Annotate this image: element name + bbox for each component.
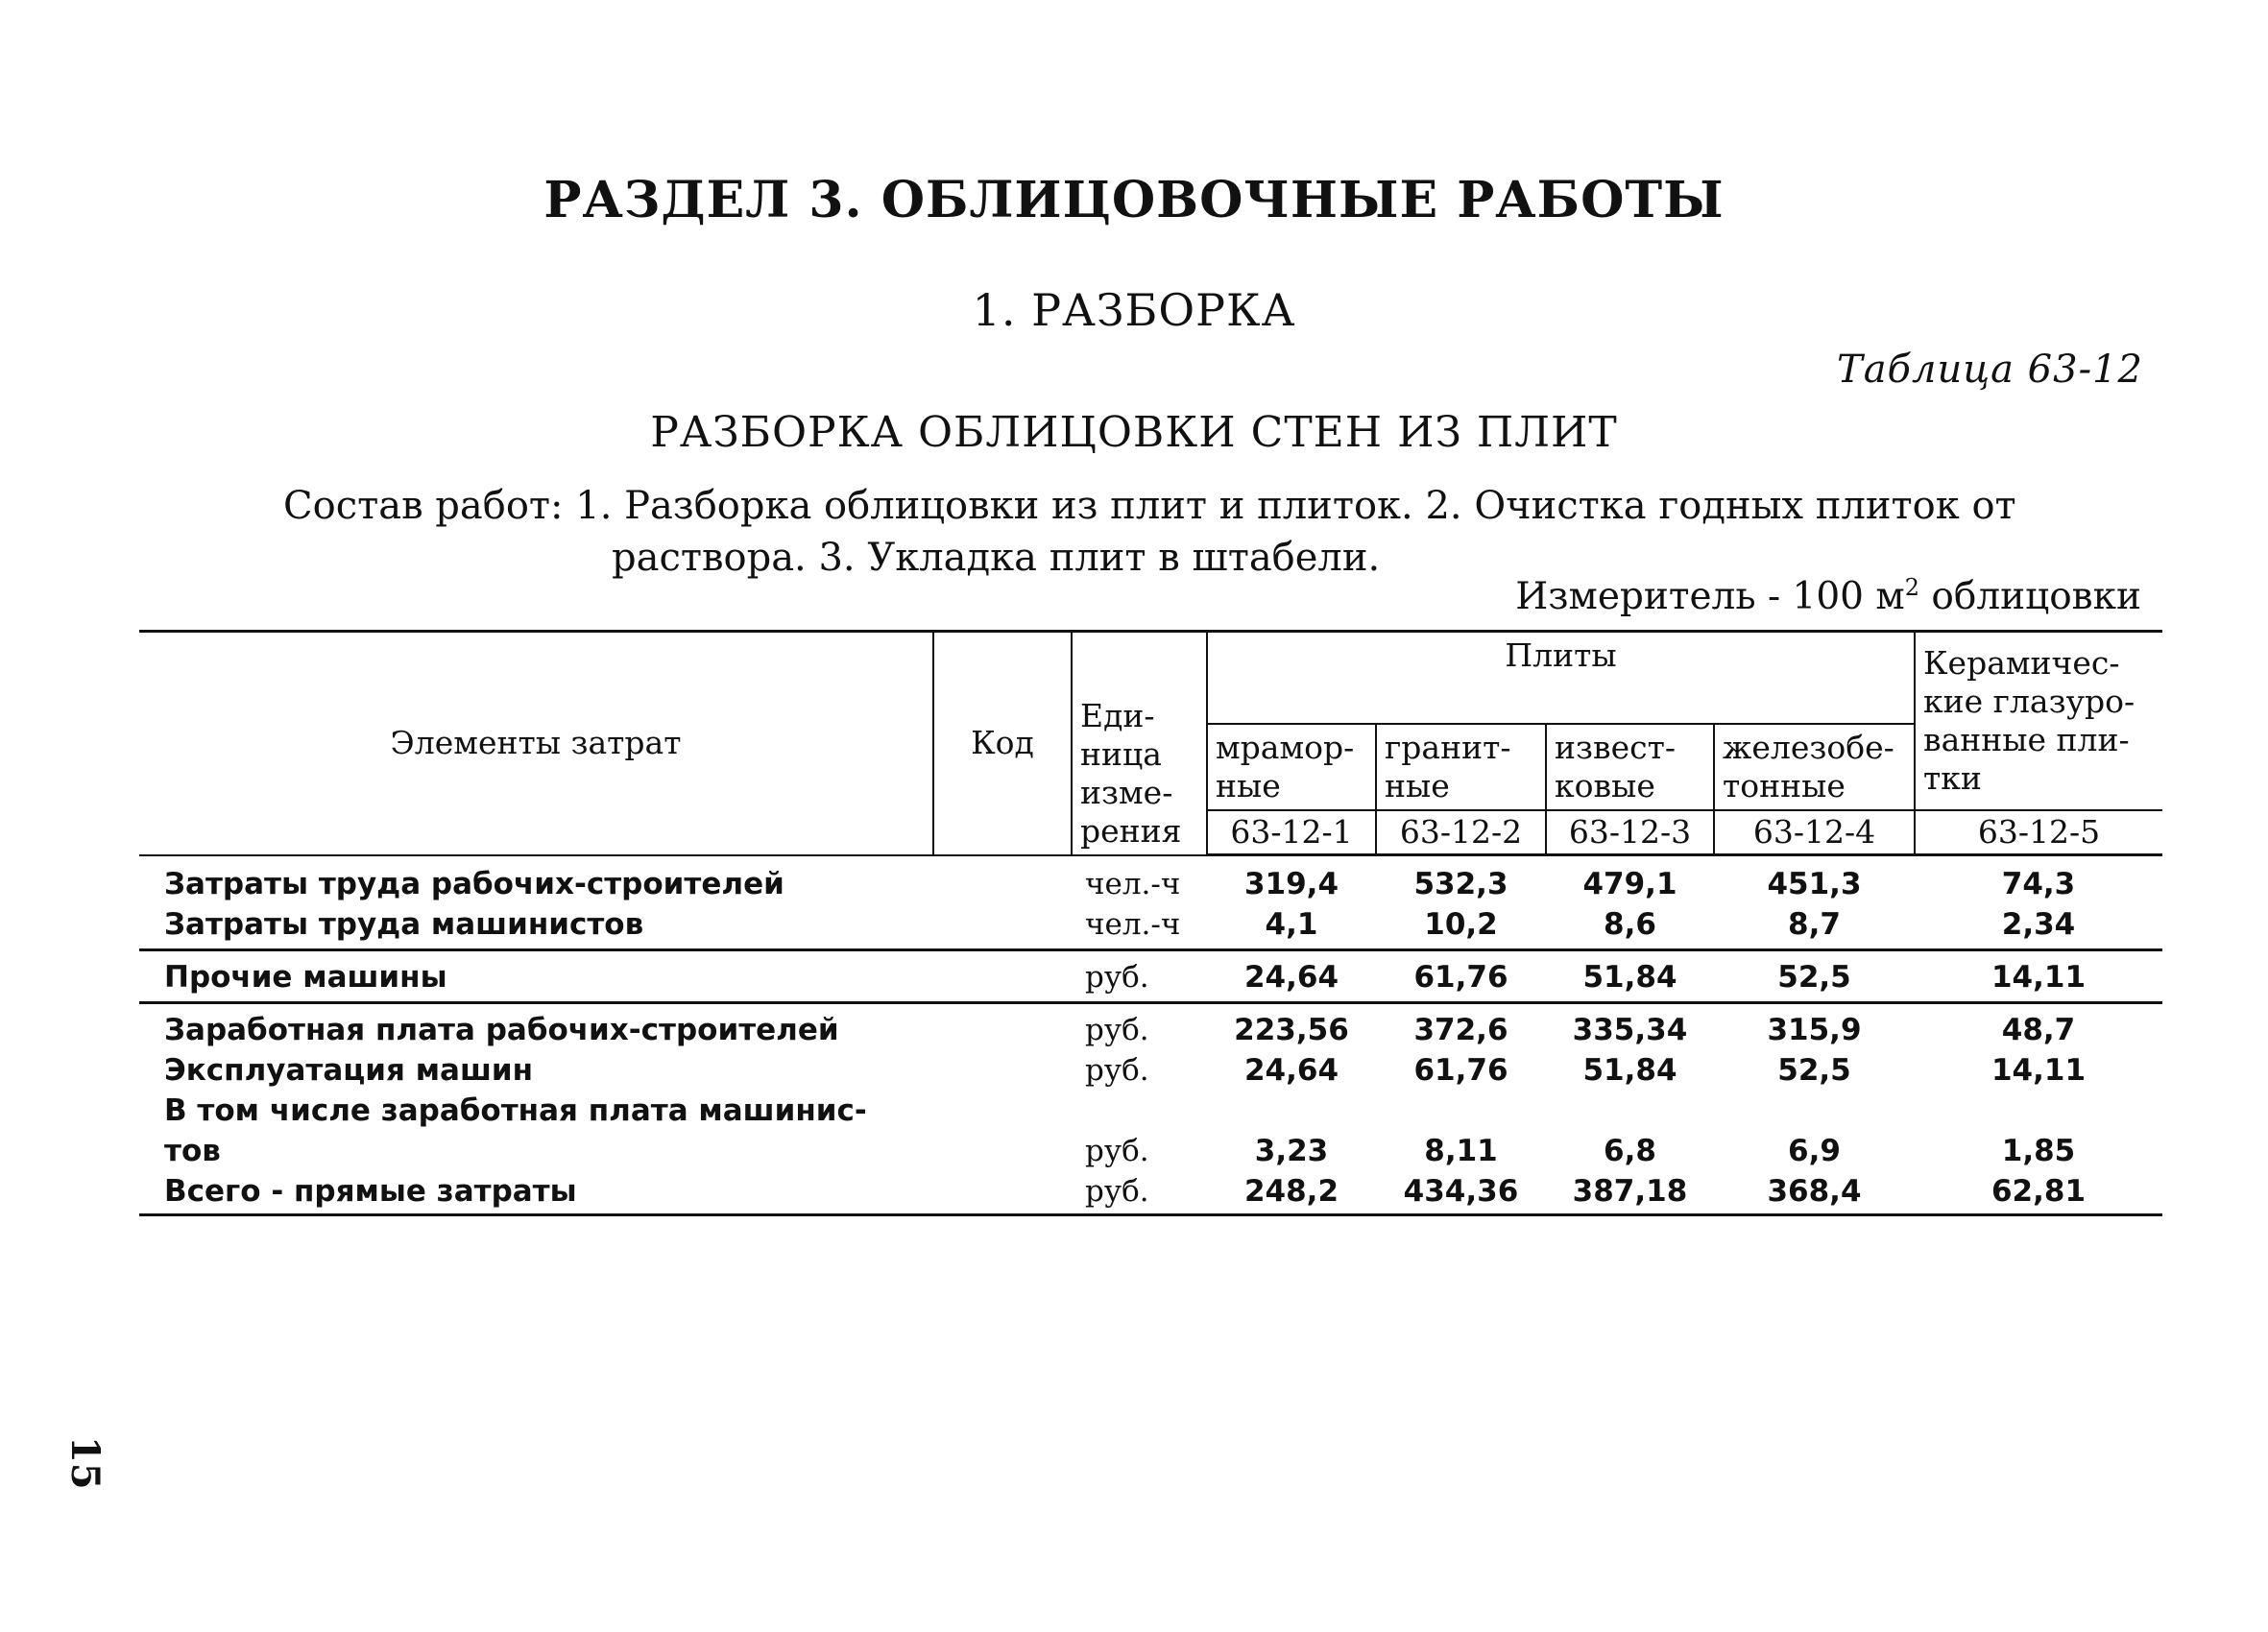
cell-value: 8,11 <box>1424 1134 1498 1168</box>
cell-value <box>1546 1091 1714 1131</box>
cell-value: 3,23 <box>1254 1134 1329 1168</box>
table-row <box>139 904 2162 950</box>
cell-value: 51,84 <box>1546 950 1714 1003</box>
cell-value: 315,9 <box>1767 1013 1862 1047</box>
page-number: 15 <box>62 1436 108 1490</box>
row-label: Затраты труда машинистов <box>139 904 933 950</box>
measurement-exponent: 2 <box>1904 574 1919 601</box>
header-limestone: извест- ковые <box>1546 724 1714 810</box>
cell-value: 2,34 <box>1915 904 2162 950</box>
cell-value: 24,64 <box>1207 950 1376 1003</box>
row-label: Всего - прямые затраты <box>139 1171 933 1215</box>
cell-value: 387,18 <box>1546 1171 1714 1215</box>
cell-value: 61,76 <box>1376 950 1546 1003</box>
cell-value: 8,7 <box>1714 904 1915 950</box>
cell-value: 248,2 <box>1207 1171 1376 1215</box>
row-unit: чел.-ч <box>1085 866 1181 901</box>
cell-value: 335,34 <box>1572 1013 1688 1047</box>
code-63-12-1: 63-12-1 <box>1207 810 1376 855</box>
cell-value: 479,1 <box>1582 867 1677 901</box>
header-plates: Плиты <box>1207 632 1915 725</box>
table-row <box>139 1131 2162 1171</box>
section-title: РАЗДЕЛ 3. ОБЛИЦОВОЧНЫЕ РАБОТЫ <box>543 171 1725 229</box>
row-label: В том числе заработная плата машинис- <box>164 1093 867 1128</box>
cell-value: 451,3 <box>1767 867 1862 901</box>
cell-value: 62,81 <box>1915 1171 2162 1215</box>
row-unit: руб. <box>1085 1053 1149 1088</box>
cell-value: 51,84 <box>1582 1053 1677 1088</box>
header-ceramic: Керамичес- кие глазуро- ванные пли- тки <box>1915 632 2162 811</box>
row-unit <box>1072 1091 1207 1131</box>
row-code <box>933 1091 1072 1131</box>
row-label: Эксплуатация машин <box>164 1053 534 1088</box>
cell-value: 14,11 <box>1991 1053 2087 1088</box>
table-row <box>139 1050 2162 1091</box>
cell-value: 8,6 <box>1546 904 1714 950</box>
norms-table <box>139 630 2162 1216</box>
cell-value: 48,7 <box>2001 1013 2076 1047</box>
code-63-12-3: 63-12-3 <box>1546 810 1714 855</box>
header-unit: Еди- ница изме- рения <box>1072 632 1207 855</box>
cell-value: 52,5 <box>1714 950 1915 1003</box>
row-code <box>933 1050 1072 1091</box>
cell-value <box>1915 1091 2162 1131</box>
table-row <box>139 1171 2162 1215</box>
work-composition-line-1: Состав работ: 1. Разборка облицовки из плит и плиток. 2. Очистка годных плиток от <box>283 484 2016 528</box>
measurement-prefix: Измеритель - 100 м <box>1515 575 1905 618</box>
row-label: тов <box>164 1134 221 1168</box>
row-unit: руб. <box>1072 1171 1207 1215</box>
cell-value: 223,56 <box>1234 1013 1349 1047</box>
cell-value: 6,9 <box>1788 1134 1841 1168</box>
cell-value: 319,4 <box>1243 867 1339 901</box>
measurement-suffix: облицовки <box>1918 575 2141 618</box>
code-63-12-2: 63-12-2 <box>1376 810 1546 855</box>
code-63-12-5: 63-12-5 <box>1915 810 2162 855</box>
cell-value: 1,85 <box>2001 1134 2076 1168</box>
row-unit: руб. <box>1085 1134 1149 1168</box>
row-code <box>933 904 1072 950</box>
code-63-12-4: 63-12-4 <box>1714 810 1915 855</box>
header-granite: гранит- ные <box>1376 724 1546 810</box>
row-unit: чел.-ч <box>1072 904 1207 950</box>
header-code: Код <box>933 632 1072 855</box>
cell-value <box>1207 1091 1376 1131</box>
cell-value: 74,3 <box>2001 867 2076 901</box>
table-row <box>139 1003 2162 1051</box>
cell-value: 532,3 <box>1413 867 1508 901</box>
subsection-title: 1. РАЗБОРКА <box>972 284 1296 336</box>
row-label: Заработная плата рабочих-строителей <box>164 1013 839 1047</box>
row-label: Прочие машины <box>139 950 933 1003</box>
cell-value: 4,1 <box>1207 904 1376 950</box>
table-number: Таблица 63-12 <box>1837 348 2143 392</box>
row-unit: руб. <box>1085 1013 1149 1047</box>
cell-value <box>1714 1091 1915 1131</box>
row-code <box>933 1171 1072 1215</box>
table-row <box>139 1091 2162 1131</box>
row-unit: руб. <box>1072 950 1207 1003</box>
table-row <box>139 855 2162 905</box>
header-marble: мрамор- ные <box>1207 724 1376 810</box>
cell-value: 372,6 <box>1413 1013 1508 1047</box>
cell-value: 10,2 <box>1376 904 1546 950</box>
work-composition <box>283 480 2108 584</box>
measurement-unit <box>1515 574 2141 618</box>
cell-value <box>1376 1091 1546 1131</box>
row-code <box>933 950 1072 1003</box>
cell-value: 24,64 <box>1243 1053 1339 1088</box>
table-title: РАЗБОРКА ОБЛИЦОВКИ СТЕН ИЗ ПЛИТ <box>650 408 1618 457</box>
work-composition-line-2: раствора. 3. Укладка плит в штабели. <box>612 536 1381 580</box>
cell-value: 14,11 <box>1915 950 2162 1003</box>
cell-value: 368,4 <box>1714 1171 1915 1215</box>
row-code <box>933 1131 1072 1171</box>
row-label: Затраты труда рабочих-строителей <box>164 866 784 901</box>
cell-value: 61,76 <box>1413 1053 1508 1088</box>
cell-value: 434,36 <box>1376 1171 1546 1215</box>
header-elements: Элементы затрат <box>139 632 933 855</box>
row-code <box>933 1003 1072 1051</box>
header-concrete: железобе- тонные <box>1714 724 1915 810</box>
table-row <box>139 950 2162 1003</box>
cell-value: 6,8 <box>1604 1134 1656 1168</box>
cell-value: 52,5 <box>1777 1053 1851 1088</box>
row-code <box>933 855 1072 905</box>
